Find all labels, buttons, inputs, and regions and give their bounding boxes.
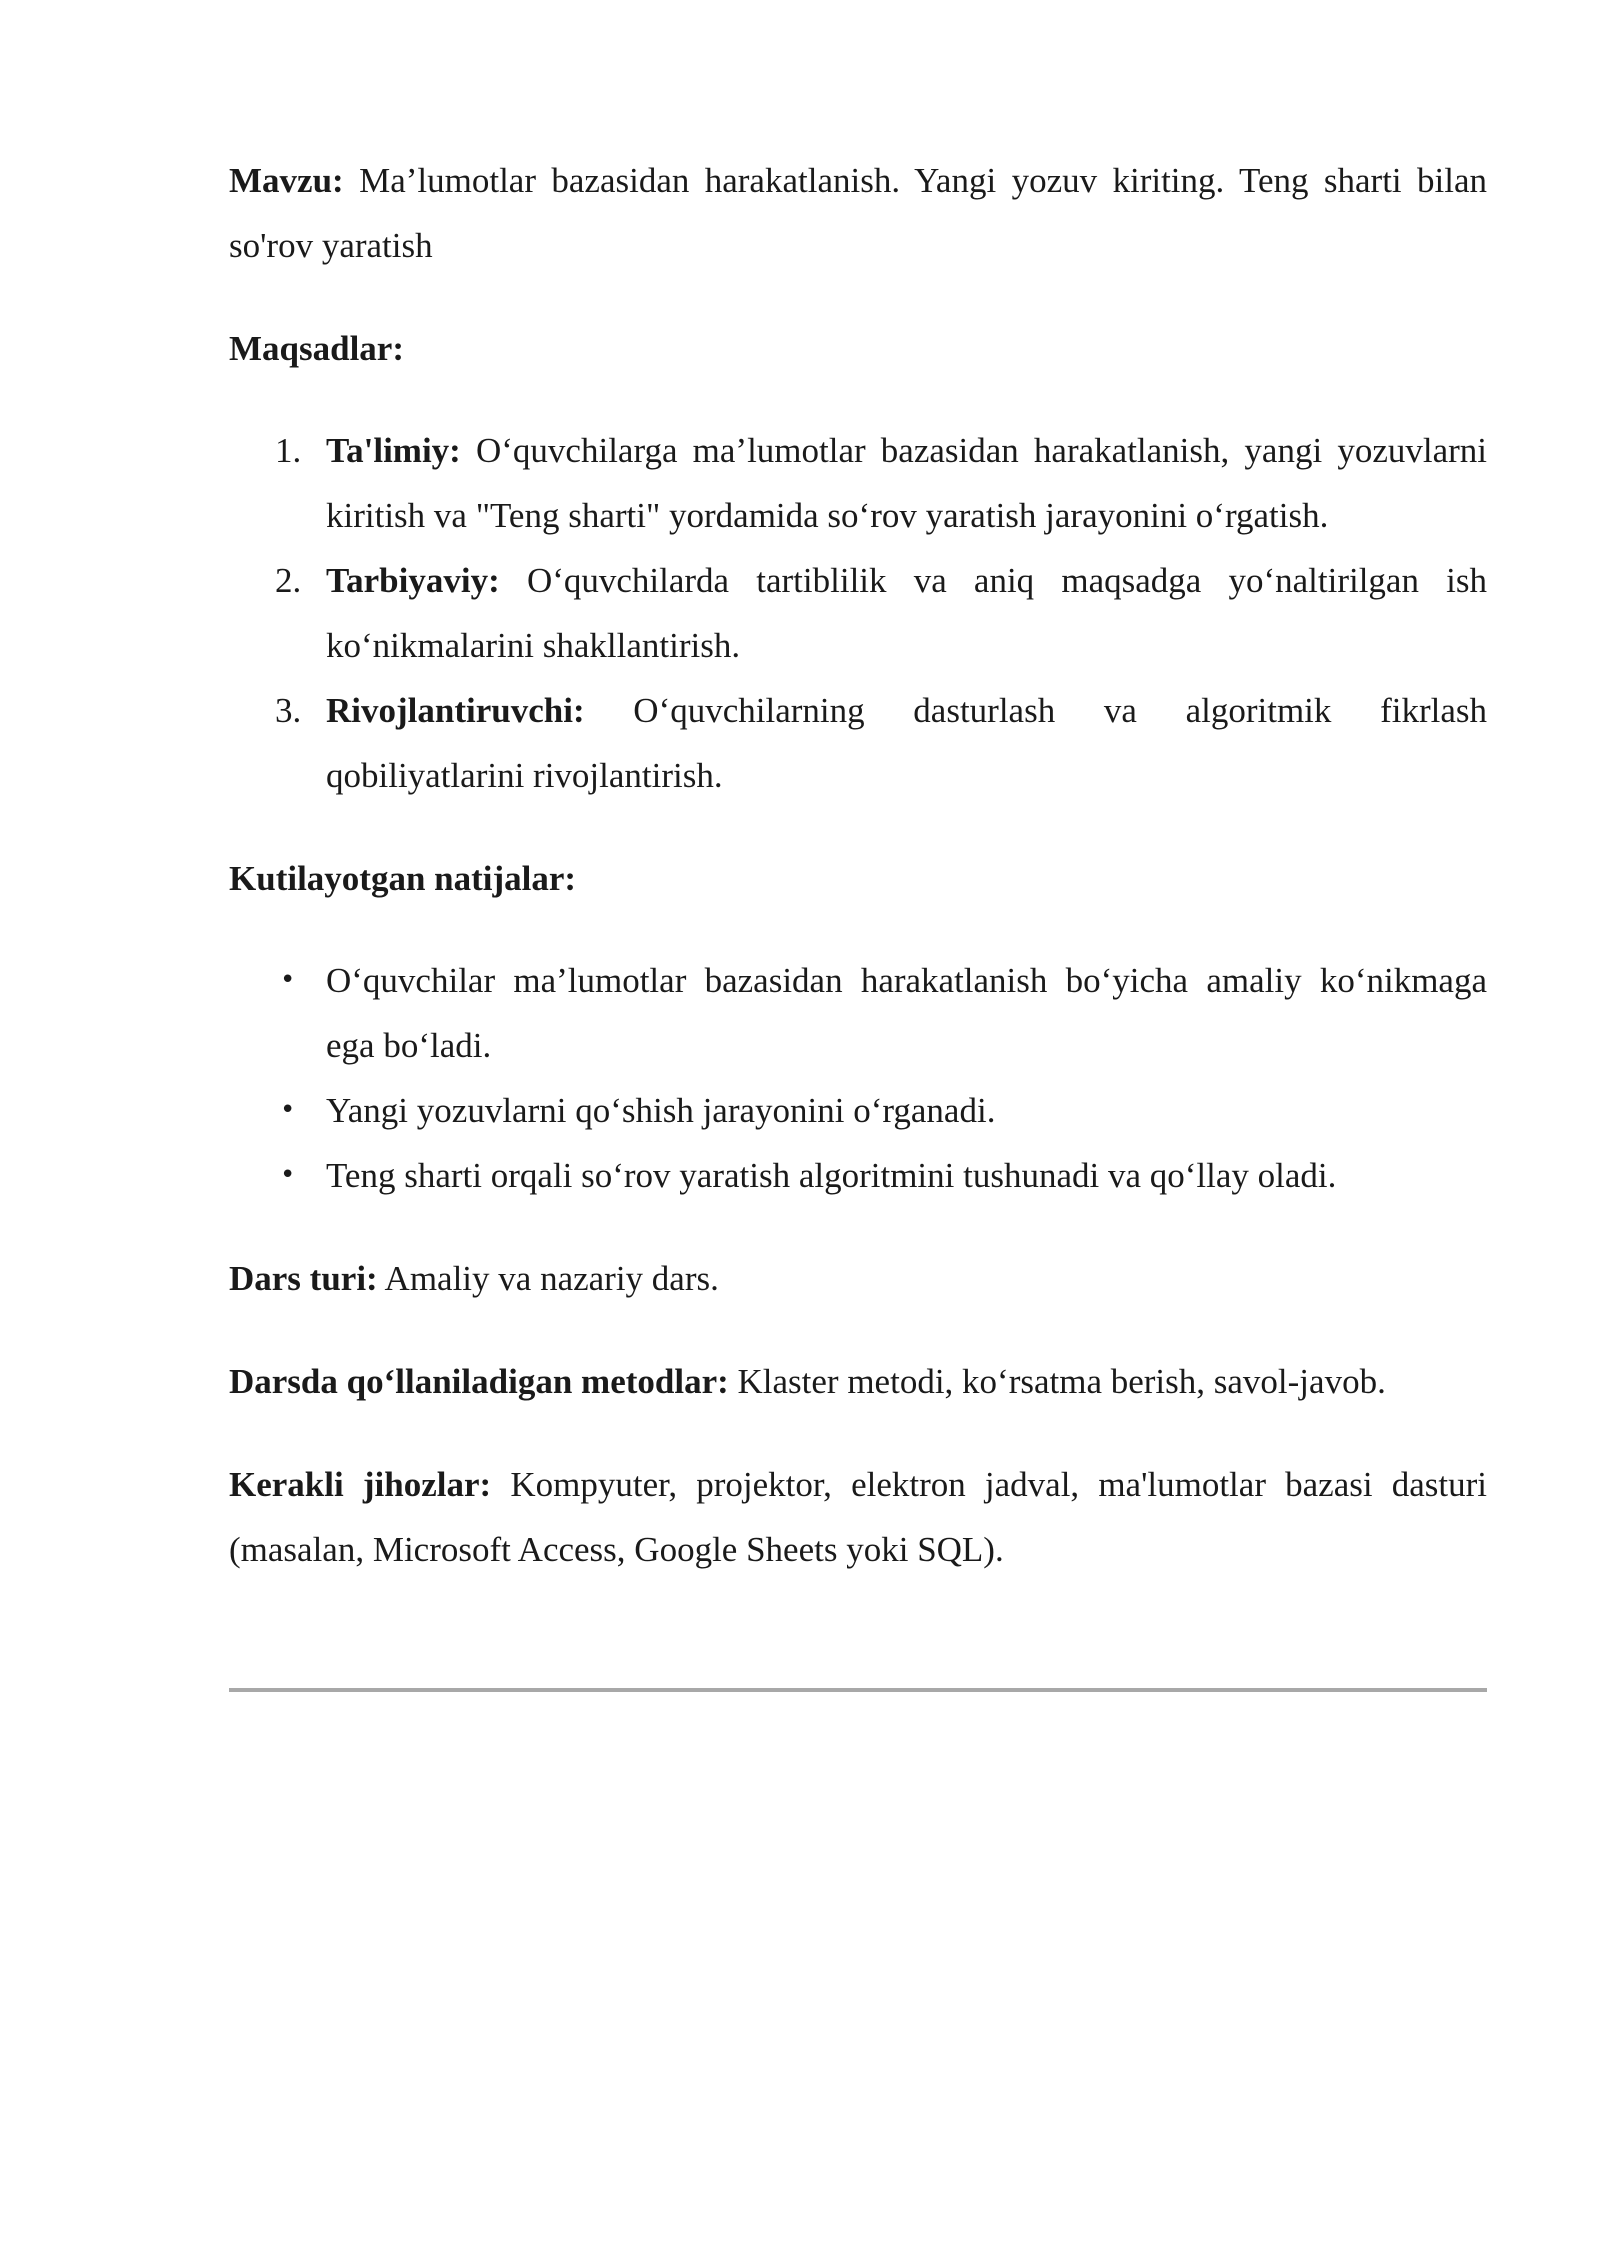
goal-text: O‘quvchilarda tartiblilik va aniq maqsadga yo‘naltirilgan ish ko‘nikmalarini shakllantirish. [326, 561, 1487, 665]
methods-label: Darsda qo‘llaniladigan metodlar: [229, 1362, 729, 1401]
topic-paragraph [229, 148, 1487, 278]
lesson-type-label: Dars turi: [229, 1259, 378, 1298]
goal-item [229, 418, 1487, 548]
result-text: Teng sharti orqali so‘rov yaratish algoritmini tushunadi va qo‘llay oladi. [326, 1156, 1337, 1195]
goal-number: 3. [275, 691, 302, 730]
result-item [229, 948, 1487, 1078]
bullet-icon: • [280, 1095, 296, 1125]
goal-label: Ta'limiy: [326, 431, 461, 470]
goal-label: Tarbiyaviy: [326, 561, 500, 600]
goals-list [229, 418, 1487, 808]
result-item [229, 1143, 1487, 1208]
goal-text: O‘quvchilarning dasturlash va algoritmik fikrlash qobiliyatlarini rivojlantirish. [326, 691, 1487, 795]
methods-text: Klaster metodi, ko‘rsatma berish, savol-javob. [737, 1362, 1386, 1401]
result-text: Yangi yozuvlarni qo‘shish jarayonini o‘rganadi. [326, 1091, 996, 1130]
goal-number: 1. [275, 431, 302, 470]
result-item [229, 1078, 1487, 1143]
document-body [229, 148, 1487, 1582]
equipment-text: Kompyuter, projektor, elektron jadval, ma'lumotlar bazasi dasturi (masalan, Microsoft Access, Google Sheets yoki SQL). [229, 1465, 1487, 1569]
goal-item [229, 678, 1487, 808]
goal-text: O‘quvchilarga ma’lumotlar bazasidan harakatlanish, yangi yozuvlarni kiritish va "Teng sharti" yordamida so‘rov yaratish jarayonini o‘rgatish. [326, 431, 1488, 535]
goal-label: Rivojlantiruvchi: [326, 691, 585, 730]
lesson-type-text: Amaliy va nazariy dars. [384, 1259, 719, 1298]
result-text: O‘quvchilar ma’lumotlar bazasidan harakatlanish bo‘yicha amaliy ko‘nikmaga ega bo‘ladi. [326, 961, 1487, 1065]
horizontal-divider [229, 1688, 1487, 1692]
results-heading: Kutilayotgan natijalar: [229, 859, 577, 898]
equipment-label: Kerakli jihozlar: [229, 1465, 492, 1504]
methods-paragraph [229, 1349, 1487, 1414]
equipment-paragraph [229, 1452, 1487, 1582]
results-list [229, 948, 1487, 1208]
topic-label: Mavzu: [229, 161, 344, 200]
lesson-type-paragraph [229, 1246, 1487, 1311]
bullet-icon: • [280, 1160, 296, 1190]
goal-number: 2. [275, 561, 302, 600]
goal-item [229, 548, 1487, 678]
goals-heading: Maqsadlar: [229, 329, 404, 368]
bullet-icon: • [280, 965, 296, 995]
topic-text: Ma’lumotlar bazasidan harakatlanish. Yangi yozuv kiriting. Teng sharti bilan so'rov yaratish [229, 161, 1488, 265]
